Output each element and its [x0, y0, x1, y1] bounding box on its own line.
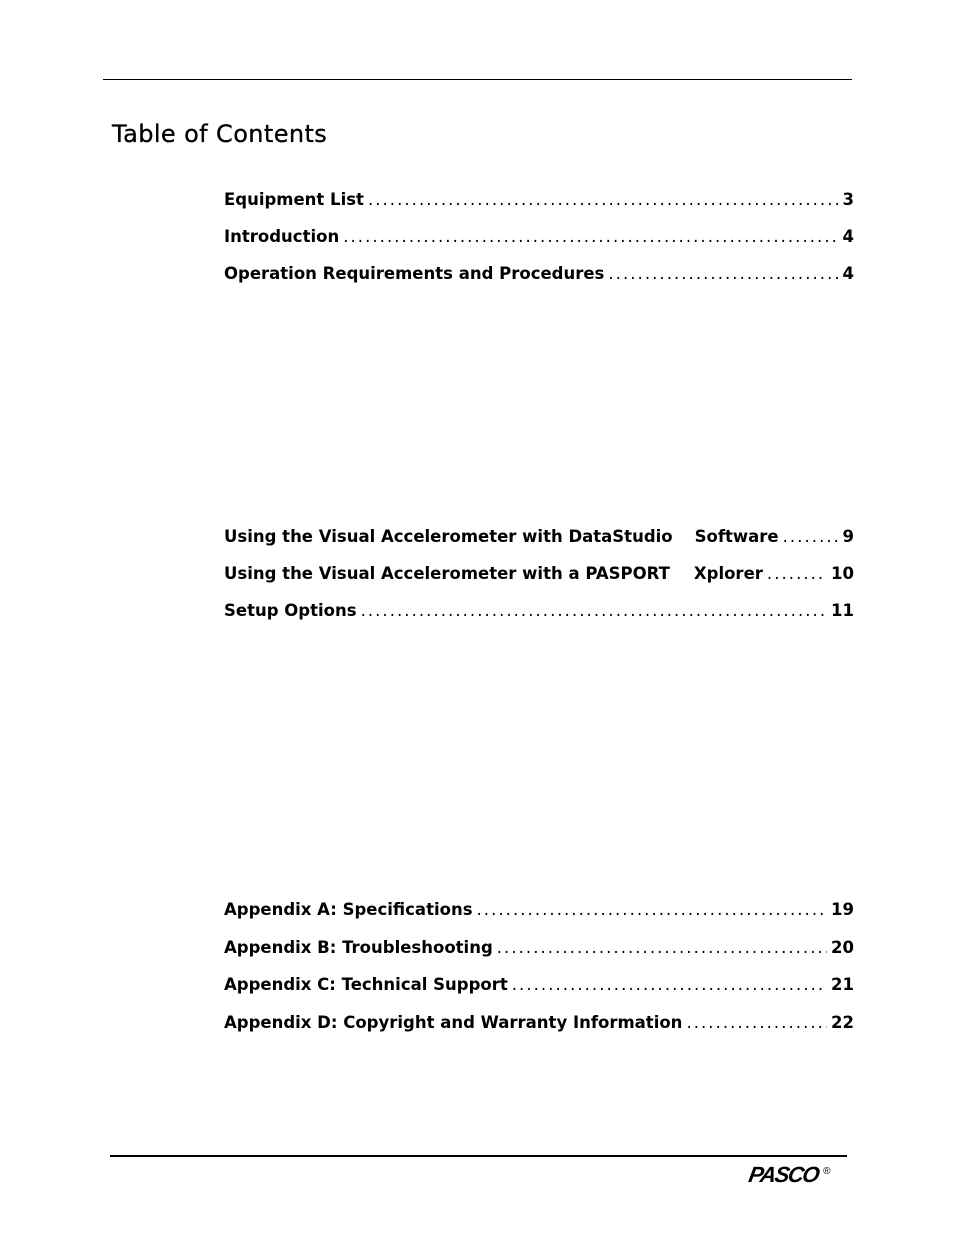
toc-entry-page: 19 — [831, 900, 854, 919]
registered-mark: ® — [823, 1166, 831, 1177]
toc-entry-page: 11 — [831, 601, 854, 620]
pasco-logo — [746, 1162, 831, 1188]
toc-entry-label — [224, 527, 779, 546]
footer-rule — [110, 1155, 847, 1157]
toc-entry-label-part2: Software — [694, 527, 779, 546]
toc-entry-label: Equipment List — [224, 190, 364, 209]
dot-leader — [608, 264, 838, 283]
toc-entry-label-part1: Using the Visual Accelerometer with a PASPORT — [224, 564, 670, 583]
toc-entry-page: 21 — [831, 975, 854, 994]
dot-leader — [368, 190, 838, 209]
toc-entry-equipment-list[interactable] — [224, 190, 854, 214]
toc-entry-introduction[interactable] — [224, 227, 854, 251]
toc-entry-appendix-d[interactable] — [224, 1013, 854, 1037]
toc-entry-appendix-c[interactable] — [224, 975, 854, 999]
toc-entry-page: 4 — [842, 227, 854, 246]
logo-wordmark: PASCO — [746, 1162, 821, 1187]
dot-leader — [512, 975, 827, 994]
toc-entry-page: 20 — [831, 938, 854, 957]
dot-leader — [783, 527, 838, 546]
toc-entry-appendix-a[interactable] — [224, 900, 854, 924]
toc-entry-appendix-b[interactable] — [224, 938, 854, 962]
toc-entry-page: 10 — [831, 564, 854, 583]
dot-leader — [497, 938, 827, 957]
toc-entry-page: 4 — [842, 264, 854, 283]
toc-entry-label-part2: Xplorer — [693, 564, 763, 583]
toc-entry-using-datastudio[interactable] — [224, 527, 854, 551]
toc-entry-label — [224, 564, 763, 583]
toc-entry-page: 3 — [842, 190, 854, 209]
toc-entry-label: Introduction — [224, 227, 340, 246]
dot-leader — [477, 900, 828, 919]
toc-entry-label-part1: Using the Visual Accelerometer with DataStudio — [224, 527, 673, 546]
toc-entry-page: 9 — [842, 527, 854, 546]
toc-entry-operation-requirements[interactable] — [224, 264, 854, 288]
toc-entry-label: Appendix C: Technical Support — [224, 975, 508, 994]
toc-entry-label: Setup Options — [224, 601, 357, 620]
toc-entry-using-xplorer[interactable] — [224, 564, 854, 588]
dot-leader — [343, 227, 838, 246]
toc-entry-label: Appendix B: Troubleshooting — [224, 938, 493, 957]
dot-leader — [361, 601, 827, 620]
toc-entry-setup-options[interactable] — [224, 601, 854, 625]
page-title: Table of Contents — [112, 120, 328, 148]
toc-entry-label: Operation Requirements and Procedures — [224, 264, 605, 283]
toc-entry-label: Appendix D: Copyright and Warranty Information — [224, 1013, 683, 1032]
dot-leader — [686, 1013, 827, 1032]
header-rule — [103, 79, 852, 80]
dot-leader — [767, 564, 827, 583]
toc-entry-page: 22 — [831, 1013, 854, 1032]
toc-entry-label: Appendix A: Specifications — [224, 900, 473, 919]
